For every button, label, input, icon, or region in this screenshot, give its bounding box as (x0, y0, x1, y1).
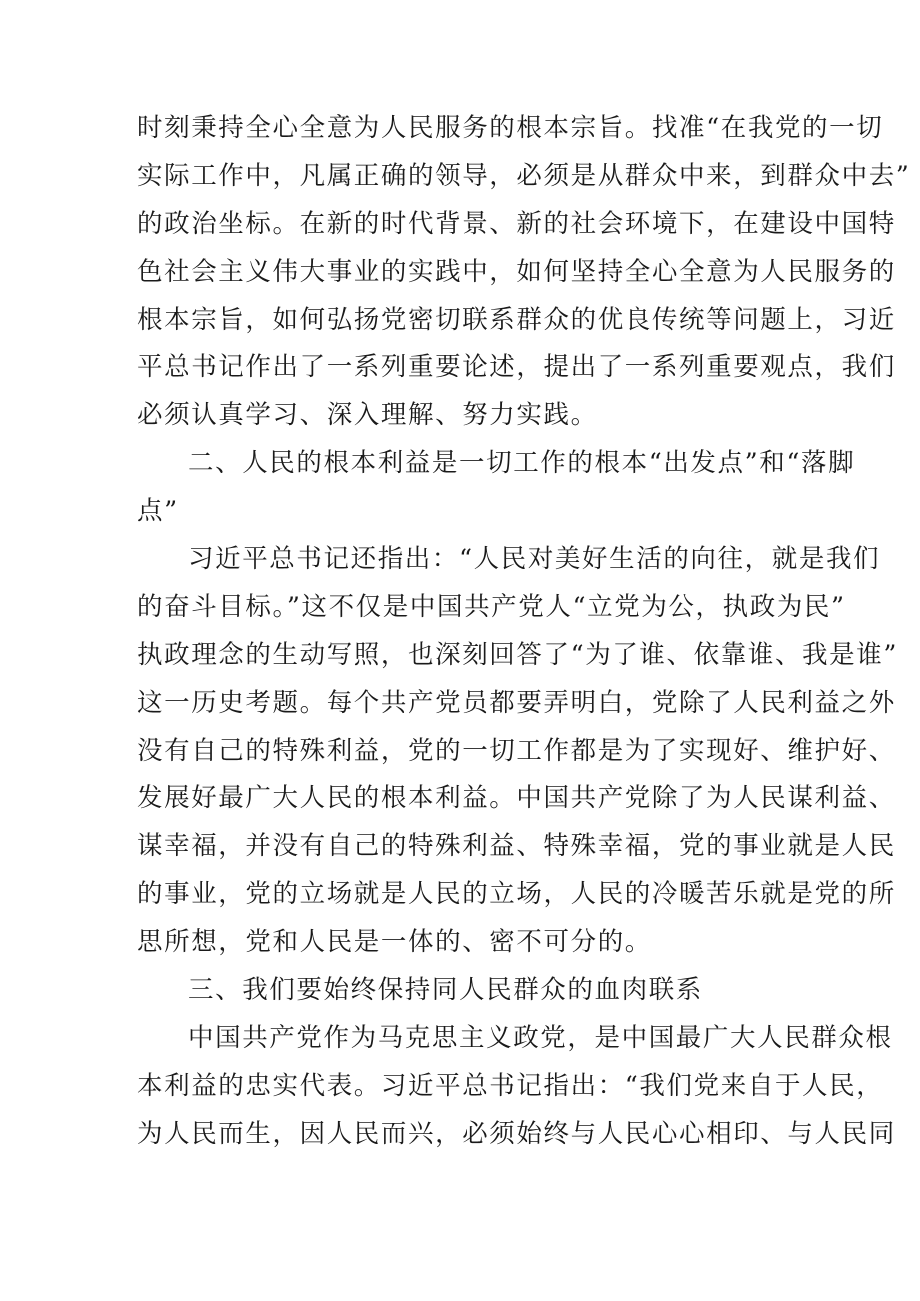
text-line: 的政治坐标。在新的时代背景、新的社会环境下，在建设中国特 (137, 208, 896, 239)
text-line: 时刻秉持全心全意为人民服务的根本宗旨。找准“在我党的一切 (137, 113, 884, 143)
text-line: 实际工作中，凡属正确的领导，必须是从群众中来，到群众中去” (137, 160, 911, 191)
text-line: 的奋斗目标。”这不仅是中国共产党人“立党为公，执政为民” (137, 591, 846, 622)
text-line: 执政理念的生动写照，也深刻回答了“为了谁、依靠谁、我是谁” (137, 639, 898, 670)
section-heading-line: 点” (137, 496, 179, 527)
text-line: 谋幸福，并没有自己的特殊利益、特殊幸福，党的事业就是人民 (137, 831, 896, 862)
text-line: 根本宗旨，如何弘扬党密切联系群众的优良传统等问题上，习近 (137, 304, 896, 335)
text-line: 本利益的忠实代表。习近平总书记指出：“我们党来自于人民， (137, 1070, 884, 1101)
section-heading-line: 三、我们要始终保持同人民群众的血肉联系 (188, 975, 703, 1006)
text-line: 的事业，党的立场就是人民的立场，人民的冷暖苦乐就是党的所 (137, 879, 896, 910)
text-line: 中国共产党作为马克思主义政党，是中国最广大人民群众根 (188, 1022, 893, 1053)
section-heading-line: 二、人民的根本利益是一切工作的根本“出发点”和“落脚 (188, 448, 856, 479)
document-body (137, 105, 911, 1159)
text-line: 思所想，党和人民是一体的、密不可分的。 (137, 927, 652, 958)
text-line: 没有自己的特殊利益，党的一切工作都是为了实现好、维护好、 (137, 735, 896, 766)
text-line: 必须认真学习、深入理解、努力实践。 (137, 400, 598, 431)
text-line: 这一历史考题。每个共产党员都要弄明白，党除了人民利益之外 (137, 687, 896, 718)
text-line: 为人民而生，因人民而兴，必须始终与人民心心相印、与人民同 (137, 1118, 896, 1149)
text-line: 平总书记作出了一系列重要论述，提出了一系列重要观点，我们 (137, 352, 896, 383)
text-line: 习近平总书记还指出：“人民对美好生活的向往，就是我们 (188, 544, 881, 575)
text-line: 发展好最广大人民的根本利益。中国共产党除了为人民谋利益、 (137, 783, 896, 814)
text-line: 色社会主义伟大事业的实践中，如何坚持全心全意为人民服务的 (137, 256, 896, 287)
